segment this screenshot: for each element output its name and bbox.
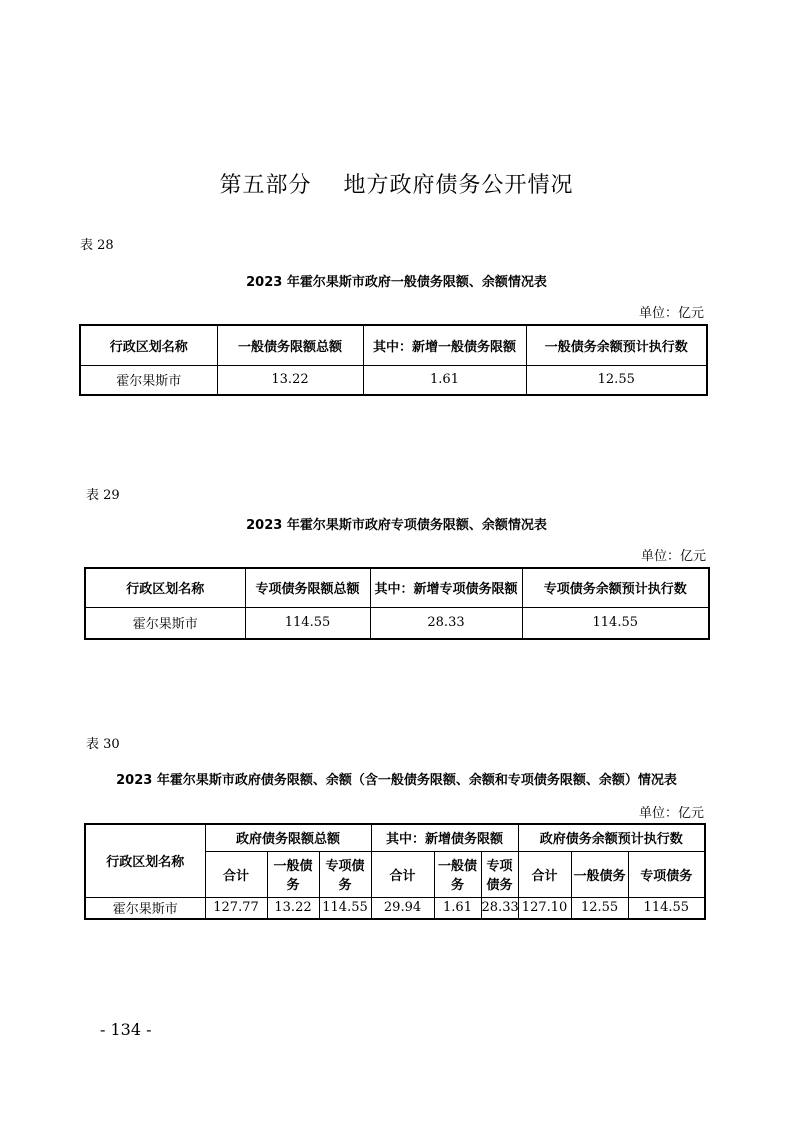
table30-unit: 单位：亿元 [638,806,704,821]
table28-title: 2023 年霍尔果斯市政府一般债务限额、余额情况表 [246,275,547,290]
table30-region-header: 行政区划名称 [85,824,205,897]
table28-header: 其中：新增一般债务限额 [363,325,526,365]
table29-header: 其中：新增专项债务限额 [370,568,522,607]
table30-cell: 12.55 [571,897,628,919]
table30-subheader: 合计 [205,851,267,897]
table29-cell: 28.33 [370,607,522,639]
table30-cell: 127.10 [518,897,571,919]
table30-cell: 114.55 [319,897,371,919]
table-row [85,897,705,919]
table28-unit: 单位：亿元 [638,306,704,321]
table28-header: 一般债务余额预计执行数 [526,325,707,365]
table30-subheader: 一般债务 [267,851,319,897]
table28-cell: 12.55 [526,365,707,395]
table29-cell: 霍尔果斯市 [85,607,245,639]
table29-cell: 114.55 [522,607,709,639]
table30-group-header: 其中：新增债务限额 [371,824,518,851]
table30-subheader: 合计 [518,851,571,897]
table28 [79,324,708,396]
table30-cell: 霍尔果斯市 [85,897,205,919]
table29-label: 表 29 [86,488,120,503]
table29 [84,567,710,640]
table29-unit: 单位：亿元 [640,549,706,564]
table-row [80,365,707,395]
table28-cell: 1.61 [363,365,526,395]
table30-cell: 114.55 [628,897,705,919]
table29-header: 行政区划名称 [85,568,245,607]
table30-cell: 127.77 [205,897,267,919]
section-title: 第五部分 地方政府债务公开情况 [219,173,574,198]
table28-label: 表 28 [80,238,114,253]
table30-subheader: 一般债务 [571,851,628,897]
table29-header: 专项债务限额总额 [245,568,370,607]
table30-group-header: 政府债务余额预计执行数 [518,824,705,851]
table28-header: 行政区划名称 [80,325,217,365]
page-number: - 134 - [100,1020,152,1039]
table30-cell: 29.94 [371,897,434,919]
table29-cell: 114.55 [245,607,370,639]
table29-title: 2023 年霍尔果斯市政府专项债务限额、余额情况表 [246,518,547,533]
table30-title: 2023 年霍尔果斯市政府债务限额、余额（含一般债务限额、余额和专项债务限额、余额）情况表 [116,773,677,788]
table28-cell: 13.22 [217,365,363,395]
table30-subheader: 专项债务 [319,851,371,897]
table28-header: 一般债务限额总额 [217,325,363,365]
table30-label: 表 30 [86,737,120,752]
table30-cell: 13.22 [267,897,319,919]
table-row [85,607,709,639]
table30-cell: 1.61 [434,897,481,919]
table30-subheader: 一般债务 [434,851,481,897]
table30-subheader: 专项债务 [481,851,518,897]
table30-subheader: 专项债务 [628,851,705,897]
table29-header: 专项债务余额预计执行数 [522,568,709,607]
table30-group-header: 政府债务限额总额 [205,824,371,851]
table30-cell: 28.33 [481,897,518,919]
table30-subheader: 合计 [371,851,434,897]
table28-cell: 霍尔果斯市 [80,365,217,395]
table30 [84,823,706,920]
